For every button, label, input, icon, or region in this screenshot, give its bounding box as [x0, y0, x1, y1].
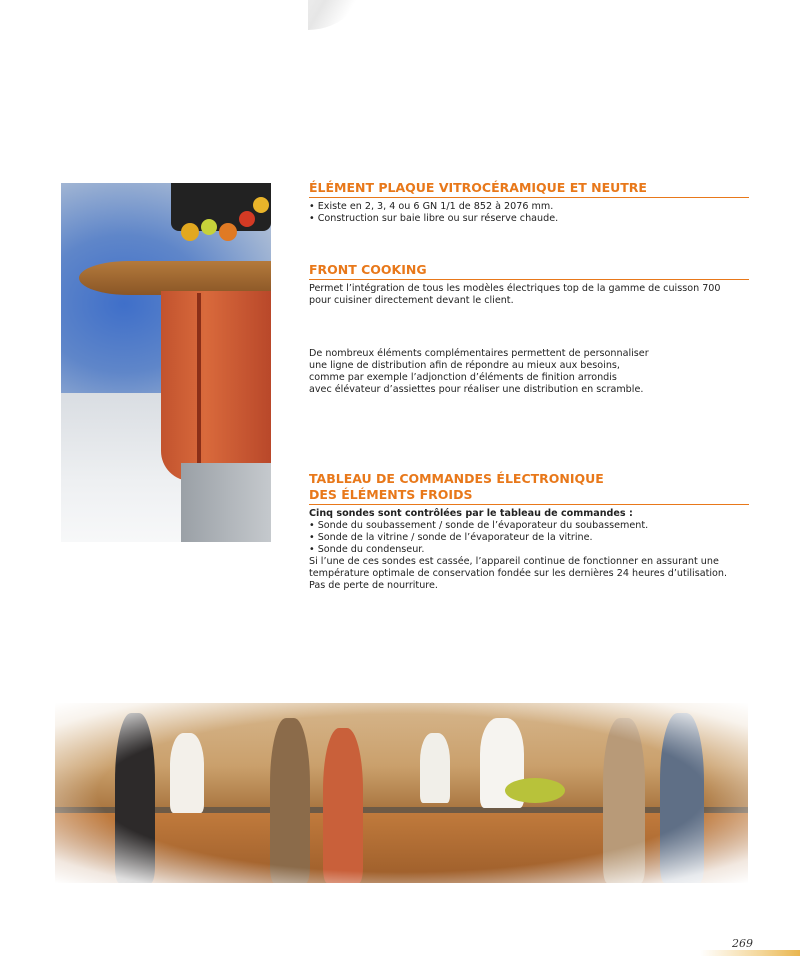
body-line: • Sonde du soubassement / sonde de l’évaporateur du soubassement.	[309, 520, 649, 531]
section-body	[309, 283, 749, 307]
section-vitroceramic	[309, 180, 749, 225]
heading-line: ÉLÉMENT PLAQUE VITROCÉRAMIQUE ET NEUTRE	[309, 180, 647, 195]
body-line: • Sonde de la vitrine / sonde de l’évaporateur de la vitrine.	[309, 532, 593, 543]
page-number: 269	[732, 937, 753, 950]
body-line: • Construction sur baie libre ou sur réserve chaude.	[309, 213, 559, 224]
heading-line: TABLEAU DE COMMANDES ÉLECTRONIQUE	[309, 471, 604, 486]
serving-line-photo	[55, 703, 748, 883]
section-body	[309, 508, 749, 592]
body-line: une ligne de distribution afin de répondre au mieux aux besoins,	[309, 360, 620, 371]
body-line: avec élévateur d’assiettes pour réaliser une distribution en scramble.	[309, 384, 644, 395]
heading-rule	[309, 504, 749, 505]
heading-line: DES ÉLÉMENTS FROIDS	[309, 487, 473, 502]
body-line: Pas de perte de nourriture.	[309, 580, 438, 591]
lead-line: Cinq sondes sont contrôlées par le tableau de commandes :	[309, 508, 633, 519]
section-body	[309, 348, 749, 396]
section-heading	[309, 471, 749, 503]
body-line: Si l’une de ces sondes est cassée, l’appareil continue de fonctionner en assurant une	[309, 556, 719, 567]
body-line: pour cuisiner directement devant le client.	[309, 295, 514, 306]
section-body	[309, 201, 749, 225]
body-line: • Existe en 2, 3, 4 ou 6 GN 1/1 de 852 à 2076 mm.	[309, 201, 554, 212]
body-line: • Sonde du condenseur.	[309, 544, 425, 555]
section-control-panel	[309, 471, 749, 592]
heading-line: FRONT COOKING	[309, 262, 427, 277]
heading-rule	[309, 279, 749, 280]
body-line: Permet l’intégration de tous les modèles électriques top de la gamme de cuisson 700	[309, 283, 721, 294]
body-line: comme par exemple l’adjonction d’éléments de finition arrondis	[309, 372, 617, 383]
body-line: De nombreux éléments complémentaires permettent de personnaliser	[309, 348, 649, 359]
footer-accent-bar	[700, 950, 800, 956]
section-front-cooking	[309, 262, 749, 307]
decorative-arc	[308, 0, 370, 30]
section-heading	[309, 180, 749, 196]
section-heading	[309, 262, 749, 278]
section-complementary-elements	[309, 345, 749, 396]
heading-rule	[309, 197, 749, 198]
counter-product-photo	[61, 183, 271, 542]
body-line: température optimale de conservation fondée sur les dernières 24 heures d’utilisation.	[309, 568, 728, 579]
